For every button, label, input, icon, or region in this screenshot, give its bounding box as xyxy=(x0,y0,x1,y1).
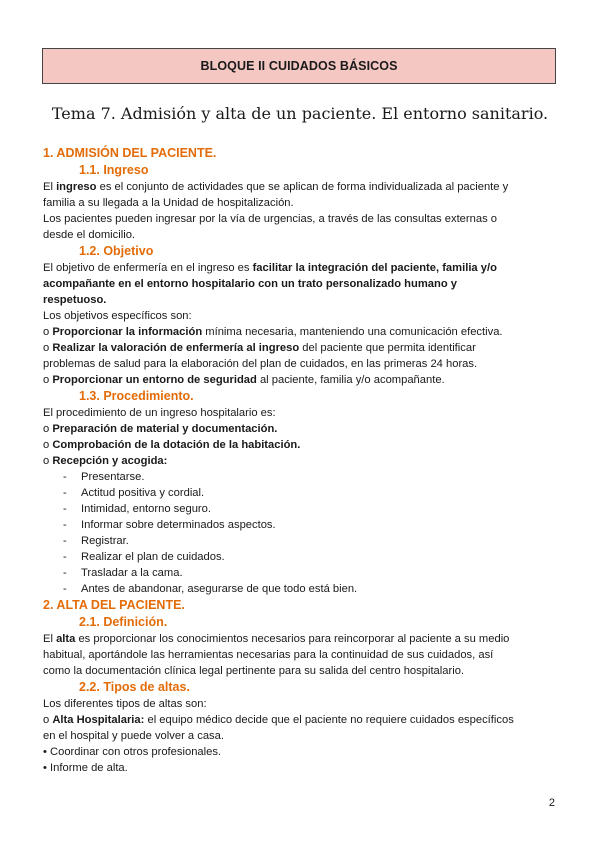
dash-marker: - xyxy=(63,471,67,483)
heading-definicion: 2.1. Definición. xyxy=(79,615,168,629)
bullet-o: o xyxy=(43,374,50,386)
heading-tipos-altas: 2.2. Tipos de altas. xyxy=(79,680,190,694)
dash-item xyxy=(43,469,563,485)
text: Trasladar a la cama. xyxy=(81,567,183,579)
bullet-o: o xyxy=(43,342,50,354)
heading-procedimiento: 1.3. Procedimiento. xyxy=(79,389,194,403)
bullet-dot: • xyxy=(43,746,47,758)
dash-item xyxy=(43,501,563,517)
dash-item xyxy=(43,565,563,581)
text: Informar sobre determinados aspectos. xyxy=(81,519,276,531)
bold-text: Comprobación de la dotación de la habitación. xyxy=(52,439,301,451)
bullet-o: o xyxy=(43,714,50,726)
text: mínima necesaria, manteniendo una comunicación efectiva. xyxy=(202,326,503,338)
heading-objetivo: 1.2. Objetivo xyxy=(79,244,154,258)
dash-marker: - xyxy=(63,487,67,499)
text: Presentarse. xyxy=(81,471,145,483)
dash-item xyxy=(43,517,563,533)
dash-marker: - xyxy=(63,503,67,515)
heading-admision: 1. ADMISIÓN DEL PACIENTE. xyxy=(43,146,217,160)
text: es el conjunto de actividades que se aplican de forma individualizada al paciente y xyxy=(96,181,509,193)
paragraph-ingreso-line1 xyxy=(43,179,563,195)
bullet-item-coordinar xyxy=(43,744,563,760)
bullet-o: o xyxy=(43,455,50,467)
dash-item xyxy=(43,533,563,549)
bullet-dot: • xyxy=(43,762,47,774)
text: Realizar el plan de cuidados. xyxy=(81,551,225,563)
dash-item xyxy=(43,549,563,565)
text: al paciente, familia y/o acompañante. xyxy=(256,374,445,386)
list-item-alta-hospitalaria xyxy=(43,712,563,728)
paragraph-ingreso-line2: familia a su llegada a la Unidad de hospitalización. xyxy=(43,197,294,209)
paragraph-objetivo-line3 xyxy=(43,292,563,308)
dash-marker: - xyxy=(63,519,67,531)
bold-text: Alta Hospitalaria: xyxy=(52,714,145,726)
paragraph-tipos: Los diferentes tipos de altas son: xyxy=(43,698,207,710)
paragraph-objetivo-line2 xyxy=(43,276,563,292)
paragraph-definicion-line1 xyxy=(43,631,563,647)
paragraph-vias-line2: desde el domicilio. xyxy=(43,229,136,241)
text: Antes de abandonar, asegurarse de que todo está bien. xyxy=(81,583,358,595)
dash-marker: - xyxy=(63,583,67,595)
text: El xyxy=(43,633,57,645)
document-title: Tema 7. Admisión y alta de un paciente. El entorno sanitario. xyxy=(51,104,549,123)
bold-text: Preparación de material y documentación. xyxy=(52,423,278,435)
list-item-procedimiento-1 xyxy=(43,421,563,437)
bullet-item-informe xyxy=(43,760,563,776)
bold-text: Recepción y acogida: xyxy=(52,455,168,467)
text: es proporcionar los conocimientos necesarios para reincorporar al paciente a su medio xyxy=(75,633,510,645)
document-body xyxy=(43,145,563,776)
bold-term: ingreso xyxy=(56,181,97,193)
text: Registrar. xyxy=(81,535,129,547)
paragraph-objetivo-line1 xyxy=(43,260,563,276)
dash-item xyxy=(43,485,563,501)
dash-marker: - xyxy=(63,551,67,563)
paragraph-objetivos-especificos: Los objetivos específicos son: xyxy=(43,310,192,322)
paragraph-vias-line1: Los pacientes pueden ingresar por la vía de urgencias, a través de las consultas externas o xyxy=(43,213,497,225)
heading-alta: 2. ALTA DEL PACIENTE. xyxy=(43,598,185,612)
bold-text: acompañante en el entorno hospitalario con un trato personalizado humano y xyxy=(43,278,457,290)
bullet-o: o xyxy=(43,326,50,338)
dash-item xyxy=(43,581,563,597)
bold-text: facilitar la integración del paciente, familia y/o xyxy=(252,262,497,274)
page-number: 2 xyxy=(548,797,555,809)
banner-text: BLOQUE II CUIDADOS BÁSICOS xyxy=(200,59,398,73)
list-item-objetivo-1 xyxy=(43,324,563,340)
text: Intimidad, entorno seguro. xyxy=(81,503,211,515)
text: Informe de alta. xyxy=(50,762,128,774)
list-item-objetivo-2 xyxy=(43,340,563,356)
text: El xyxy=(43,181,57,193)
paragraph-procedimiento: El procedimiento de un ingreso hospitalario es: xyxy=(43,407,276,419)
text: el equipo médico decide que el paciente no requiere cuidados específicos xyxy=(144,714,514,726)
bullet-o: o xyxy=(43,439,50,451)
text: El objetivo de enfermería en el ingreso es xyxy=(43,262,253,274)
bullet-o: o xyxy=(43,423,50,435)
bold-text: Proporcionar un entorno de seguridad xyxy=(52,374,257,386)
list-item-alta-hospitalaria-line2: en el hospital y puede volver a casa. xyxy=(43,730,224,742)
bold-text: respetuoso. xyxy=(43,294,107,306)
list-item-procedimiento-3 xyxy=(43,453,563,469)
list-item-procedimiento-2 xyxy=(43,437,563,453)
text: Coordinar con otros profesionales. xyxy=(50,746,222,758)
text: del paciente que permita identificar xyxy=(299,342,476,354)
heading-ingreso: 1.1. Ingreso xyxy=(79,163,149,177)
paragraph-definicion-line3: como la documentación clínica legal pertinente para su salida del centro hospitalario. xyxy=(43,665,465,677)
list-item-objetivo-2-line2: problemas de salud para la elaboración del plan de cuidados, en las primeras 24 horas. xyxy=(43,358,478,370)
paragraph-definicion-line2: habitual, aportándole las herramientas necesarias para la continuidad de sus cuidados, así xyxy=(43,649,494,661)
section-banner xyxy=(42,48,556,84)
bold-text: Realizar la valoración de enfermería al ingreso xyxy=(52,342,300,354)
dash-marker: - xyxy=(63,567,67,579)
dash-marker: - xyxy=(63,535,67,547)
bold-term: alta xyxy=(56,633,76,645)
list-item-objetivo-3 xyxy=(43,372,563,388)
bold-text: Proporcionar la información xyxy=(52,326,203,338)
text: Actitud positiva y cordial. xyxy=(81,487,205,499)
